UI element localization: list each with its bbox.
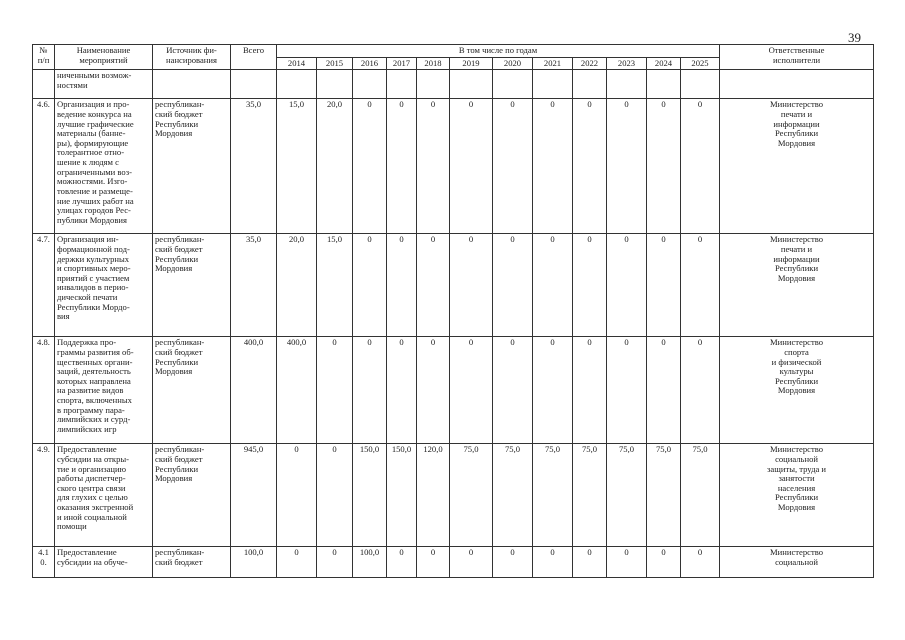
year-amount: 0 <box>607 547 647 578</box>
year-amount: 0 <box>681 547 720 578</box>
year-amount: 0 <box>353 234 387 337</box>
program-activities-table <box>32 44 874 578</box>
activity-name: Поддержка про- граммы развития об- щественных органи- заций, деятельность которых направлена на развитие видов спорта, включенных в программу пара- лимпийских и сурд- лимпийских игр <box>55 337 153 444</box>
header-year: 2018 <box>417 57 450 70</box>
year-amount: 0 <box>493 99 533 234</box>
year-amount: 75,0 <box>647 444 681 547</box>
year-amount: 0 <box>647 234 681 337</box>
header-responsible: Ответственные исполнители <box>720 45 874 70</box>
table-row <box>33 337 874 444</box>
funding-source: республикан- ский бюджет Республики Мордовия <box>153 444 231 547</box>
year-amount: 0 <box>647 547 681 578</box>
year-amount: 0 <box>681 234 720 337</box>
header-year: 2019 <box>450 57 493 70</box>
year-amount: 0 <box>533 234 573 337</box>
header-source: Источник фи- нансирования <box>153 45 231 70</box>
year-amount: 0 <box>317 547 353 578</box>
year-amount: 0 <box>607 99 647 234</box>
header-by-years: В том числе по годам <box>277 45 720 58</box>
row-number: 4.9. <box>33 444 55 547</box>
year-amount: 75,0 <box>493 444 533 547</box>
year-amount: 0 <box>573 99 607 234</box>
year-amount: 100,0 <box>353 547 387 578</box>
year-amount: 0 <box>607 234 647 337</box>
year-amount: 15,0 <box>317 234 353 337</box>
year-amount: 0 <box>387 234 417 337</box>
header-year: 2022 <box>573 57 607 70</box>
row-number: 4.6. <box>33 99 55 234</box>
table-row <box>33 547 874 578</box>
year-amount: 0 <box>277 547 317 578</box>
table-row <box>33 234 874 337</box>
funding-source: республикан- ский бюджет <box>153 547 231 578</box>
total-amount: 35,0 <box>231 234 277 337</box>
header-year: 2020 <box>493 57 533 70</box>
year-amount: 0 <box>681 337 720 444</box>
year-amount: 0 <box>317 337 353 444</box>
header-year: 2014 <box>277 57 317 70</box>
year-amount: 0 <box>607 337 647 444</box>
table-row <box>33 99 874 234</box>
year-amount: 0 <box>573 547 607 578</box>
year-amount: 0 <box>417 337 450 444</box>
responsible-executor: Министерство социальной защиты, труда и занятости населения Республики Мордовия <box>720 444 874 547</box>
header-year: 2023 <box>607 57 647 70</box>
total-amount: 945,0 <box>231 444 277 547</box>
year-amount: 0 <box>450 337 493 444</box>
header-year: 2016 <box>353 57 387 70</box>
responsible-executor: Министерство печати и информации Республики Мордовия <box>720 234 874 337</box>
header-total: Всего <box>231 45 277 70</box>
year-amount: 20,0 <box>277 234 317 337</box>
activity-name: Организация и про- ведение конкурса на лучшие графические материалы (банне- ры), формирующие толерантное отно- шение к людям с ограниченными воз- можностями. Изго- товление и размеще- ние лучших работ на улицах городов Рес- публики Мордовия <box>55 99 153 234</box>
year-amount: 0 <box>387 337 417 444</box>
year-amount: 0 <box>353 99 387 234</box>
year-amount: 0 <box>573 337 607 444</box>
funding-source: республикан- ский бюджет Республики Мордовия <box>153 99 231 234</box>
row-number: 4.1 0. <box>33 547 55 578</box>
year-amount: 0 <box>681 99 720 234</box>
activity-name: Предоставление субсидии на обуче- <box>55 547 153 578</box>
year-amount: 0 <box>450 99 493 234</box>
header-year: 2017 <box>387 57 417 70</box>
funding-source: республикан- ский бюджет Республики Мордовия <box>153 337 231 444</box>
funding-source: республикан- ский бюджет Республики Мордовия <box>153 234 231 337</box>
year-amount: 0 <box>417 547 450 578</box>
table-row <box>33 444 874 547</box>
year-amount: 0 <box>387 547 417 578</box>
year-amount: 400,0 <box>277 337 317 444</box>
year-amount: 75,0 <box>681 444 720 547</box>
responsible-executor: Министерство печати и информации Республики Мордовия <box>720 99 874 234</box>
year-amount: 0 <box>647 337 681 444</box>
header-row <box>33 45 874 58</box>
continuation-row <box>33 70 874 99</box>
year-amount: 15,0 <box>277 99 317 234</box>
year-amount: 0 <box>417 234 450 337</box>
total-amount: 400,0 <box>231 337 277 444</box>
page-number: 39 <box>848 30 861 45</box>
header-year: 2024 <box>647 57 681 70</box>
year-amount: 150,0 <box>353 444 387 547</box>
year-amount: 20,0 <box>317 99 353 234</box>
year-amount: 0 <box>533 547 573 578</box>
year-amount: 0 <box>387 99 417 234</box>
responsible-executor: Министерство спорта и физической культуры Республики Мордовия <box>720 337 874 444</box>
activity-name: Организация ин- формационной под- держки культурных и спортивных меро- приятий с участием инвалидов в перио- дической печати Республики Мордо- вия <box>55 234 153 337</box>
row-number: 4.7. <box>33 234 55 337</box>
year-amount: 0 <box>493 547 533 578</box>
total-amount: 35,0 <box>231 99 277 234</box>
header-name: Наименование мероприятий <box>55 45 153 70</box>
header-year: 2025 <box>681 57 720 70</box>
year-amount: 150,0 <box>387 444 417 547</box>
header-num: № п/п <box>33 45 55 70</box>
year-amount: 0 <box>450 547 493 578</box>
responsible-executor: Министерство социальной <box>720 547 874 578</box>
year-amount: 0 <box>533 99 573 234</box>
year-amount: 0 <box>493 234 533 337</box>
row-number: 4.8. <box>33 337 55 444</box>
year-amount: 0 <box>317 444 353 547</box>
year-amount: 75,0 <box>533 444 573 547</box>
header-year: 2015 <box>317 57 353 70</box>
year-amount: 0 <box>493 337 533 444</box>
total-amount: 100,0 <box>231 547 277 578</box>
year-amount: 120,0 <box>417 444 450 547</box>
header-year: 2021 <box>533 57 573 70</box>
year-amount: 0 <box>573 234 607 337</box>
year-amount: 0 <box>353 337 387 444</box>
year-amount: 75,0 <box>573 444 607 547</box>
year-amount: 75,0 <box>607 444 647 547</box>
activity-name: Предоставление субсидии на откры- тие и организацию работы диспетчер- ского центра связи для глухих с целью оказания экстренной и иной социальной помощи <box>55 444 153 547</box>
continuation-text: ниченными возмож- ностями <box>55 70 153 99</box>
year-amount: 0 <box>533 337 573 444</box>
year-amount: 0 <box>277 444 317 547</box>
year-amount: 0 <box>647 99 681 234</box>
year-amount: 0 <box>450 234 493 337</box>
year-amount: 75,0 <box>450 444 493 547</box>
year-amount: 0 <box>417 99 450 234</box>
